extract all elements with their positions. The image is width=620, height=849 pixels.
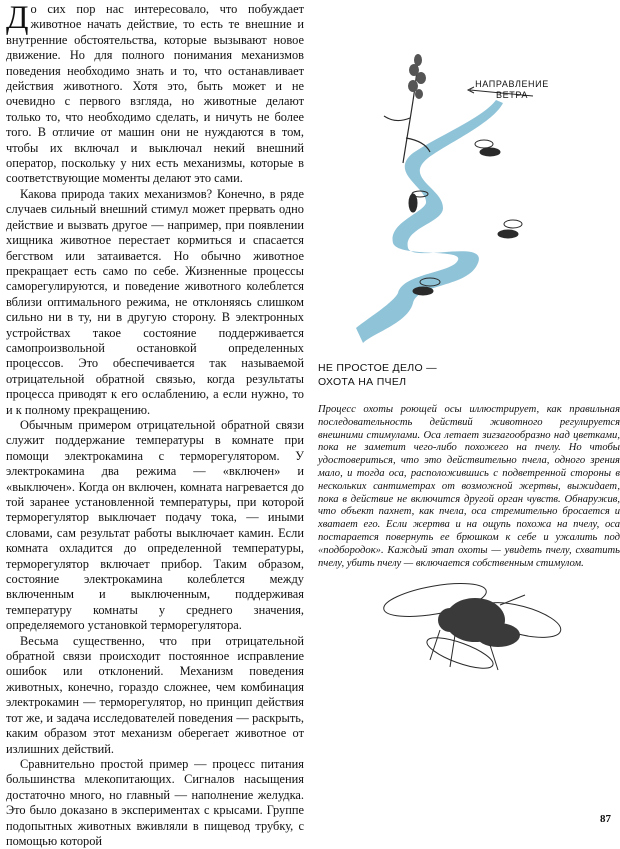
caption-title-line-2: ОХОТА НА ПЧЕЛ [318,376,407,388]
paragraph-5: Сравнительно простой пример — процесс питания большинства млекопитающих. Сигналов насыщения достаточно много, но главный — наполнение желудка. Это было доказано в экспериментах с крысами. Группе подопытных животных вживляли в пищевод трубку, с помощью которой [6,756,304,848]
wasp-and-bee-illustration [380,565,565,675]
page-number: 87 [600,813,611,825]
paragraph-1 [6,2,304,187]
caption-text: Процесс охоты роющей осы иллюстрирует, как правильная последовательность действий животного регулируется внешними стимулами. Оса летает зигзагообразно над цветками, пока не заметит чего-либо похожего на пчелу. Но чтобы удостовериться, что это действительно пчела, одного зрения мало, и тогда оса, расположившись с подветренной стороны в нескольких сантиметрах от возможной жертвы, выжидает, пока в действие не включится другой орган чувств. Обнаружив, что объект пахнет, как пчела, оса стремительно бросается и хватает его. Если жертва и на ощупь похожа на пчелу, оса постарается повернуть ее брюшком к себе и ужалить под «подбородок». Каждый этап охоты — увидеть пчелу, схватить пчелу, убить пчелу — включается собственным стимулом. [318,404,620,569]
wind-direction-label: НАПРАВЛЕНИЕ ВЕТРА [475,79,549,100]
caption-title-line-1: НЕ ПРОСТОЕ ДЕЛО — [318,362,437,374]
scent-trail [356,100,503,343]
caption-title [318,361,518,389]
main-text-column [6,2,304,849]
wasp-head-icon [438,608,462,632]
paragraph-3: Обычным примером отрицательной обратной связи служит поддержание температуры в комнате при помощи электрокамина с терморегулятором. У электрокамина два режима — «включен» и «выключен». Когда он включен, комната нагревается до той заранее установленной температуры, при которой терморегулятор выключает подачу тока, — иными словами, сам результат работы выключает камин. Если комната охладится до определенной температуры, терморегулятор включает прибор. Таким образом, состояние электрокамина колеблется между включенным и выключенным, поддерживая температуру комнаты у среднего значения, определяемого установкой терморегулятора. [6,417,304,633]
paragraph-4: Весьма существенно, что при отрицательной обратной связи происходит постоянное исправление ошибок или отклонений. Механизм поведения животных, конечно, гораздо сложнее, чем комбинация электрокамин — терморегулятор, но принцип действия тот же, и задача исследователей поведения — раскрыть, каким образом этот механизм оберегает животное от излишних действий. [6,633,304,756]
paragraph-1-text: о сих пор нас интересовало, что побуждает животное начать действие, то есть те внешние и внутренние обстоятельства, которые вызывают новое движение. Но для полного понимания механизмов поведения необходимо знать и то, что останавливает действия животного. Хотя это, быть может и не очевидно с первого взгляда, но животные делают только то, что необходимо сделать, и ничуть не более того. В отличие от машин они не нуждаются в том, чтобы их включал и выключал некий внешний оператор, поскольку у них есть механизмы, которые в соответствующие моменты делают это сами. [6,2,304,186]
paragraph-2: Какова природа таких механизмов? Конечно, в ряде случаев сильный внешний стимул может прервать одно действие и вызвать другое — например, при появлении хищника животное перестает кормиться и спасается бегством или затаивается. Но обычно животное прекращает есть само по себе. Жизненные процессы саморегулируются, и поведение животного колеблется вблизи оптимального режима, не отклоняясь слишком сильно ни в ту, ни в другую сторону. В электронных устройствах такое состояние поддерживается самопроизвольной остановкой определенных процессов. Это обеспечивается так называемой отрицательной обратной связью, когда результаты процесса приводят к его ослаблению, а если нужно, то и к полному прекращению. [6,186,304,417]
flower-buds [408,54,426,99]
drop-cap: Д [6,0,29,36]
